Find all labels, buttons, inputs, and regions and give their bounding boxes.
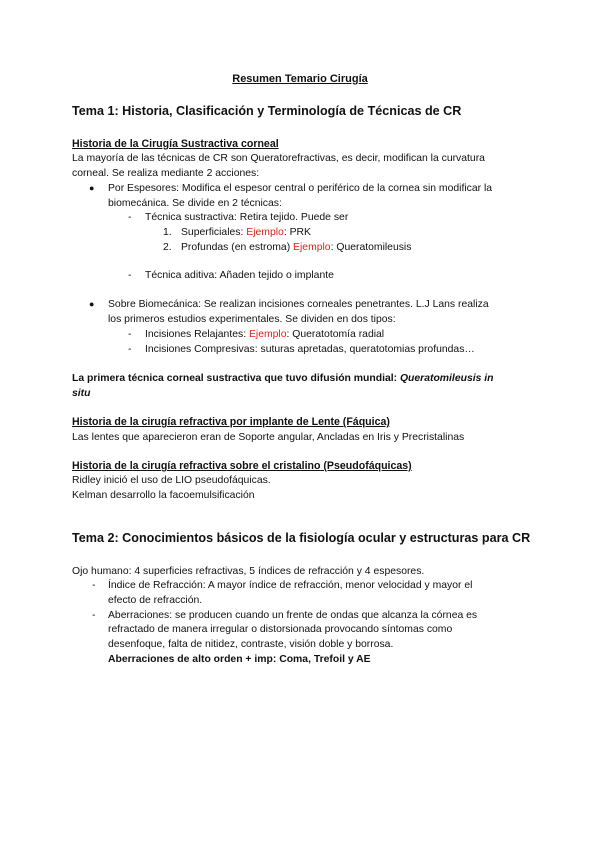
dash-marker: - <box>128 329 132 340</box>
bullet-dot: ● <box>89 299 95 309</box>
section-pseudofaquica-heading: Historia de la cirugía refractiva sobre el cristalino (Pseudofáquicas) <box>72 460 412 472</box>
num1-text: Superficiales: <box>181 227 247 238</box>
item1-line-2: efecto de refracción. <box>108 595 203 606</box>
section-sustractiva-heading: Historia de la Cirugía Sustractiva corneal <box>72 138 279 150</box>
bullet1-line-1: Por Espesores: Modifica el espesor central o periférico de la cornea sin modificar la <box>108 183 493 194</box>
num2-text: Profundas (en estroma) <box>181 242 294 253</box>
tema2-heading: Tema 2: Conocimientos básicos de la fisiología ocular y estructuras para CR <box>72 531 531 545</box>
dash-marker: - <box>128 270 132 281</box>
tema1-heading: Tema 1: Historia, Clasificación y Terminología de Técnicas de CR <box>72 104 462 118</box>
num1-rest: : PRK <box>283 227 311 238</box>
sub3-rest: : Queratotomía radial <box>286 329 385 340</box>
sub-relajantes <box>145 327 384 342</box>
num1-label: 1. <box>163 227 172 238</box>
pseudofaquica-line-2: Kelman desarrollo la facoemulsificación <box>72 490 255 501</box>
faquica-text: Las lentes que aparecieron eran de Soporte angular, Ancladas en Iris y Precristalinas <box>72 432 465 443</box>
section-faquica-heading: Historia de la cirugía refractiva por implante de Lente (Fáquica) <box>72 416 390 428</box>
dash-marker: - <box>128 212 132 223</box>
first-technique-text: La primera técnica corneal sustractiva que tuvo difusión mundial: <box>72 373 400 384</box>
item2-line-3: desenfoque, falta de nitidez, contraste, visión doble y borrosa. <box>108 639 394 650</box>
bullet2-line-2: los primeros estudios experimentales. Se dividen en dos tipos: <box>108 314 396 325</box>
intro-line-2: corneal. Se realiza mediante 2 acciones: <box>72 168 260 179</box>
intro-line-1: La mayoría de las técnicas de CR son Queratorefractivas, es decir, modifican la curvatura <box>72 153 485 164</box>
first-technique-emphasis: Queratomileusis in <box>399 373 494 384</box>
item2-line-1: Aberraciones: se producen cuando un frente de ondas que alcanza la córnea es <box>108 610 478 621</box>
sub3-text: Incisiones Relajantes: <box>145 329 249 340</box>
num1-line <box>181 225 311 240</box>
sub-compresivas: Incisiones Compresivas: suturas apretadas, queratotomias profundas… <box>145 344 475 355</box>
item2-bold-line: Aberraciones de alto orden + imp: Coma, Trefoil y AE <box>108 654 371 665</box>
num2-line <box>181 240 411 255</box>
num2-example: Ejemplo <box>293 242 331 253</box>
item2-line-2: refractado de manera irregular o distorsionada provocando síntomas como <box>108 624 453 635</box>
document-title: Resumen Temario Cirugía <box>232 73 368 85</box>
tema2-intro: Ojo humano: 4 superficies refractivas, 5 índices de refracción y 4 espesores. <box>72 566 425 577</box>
bullet1-line-2: biomecánica. Se divide en 2 técnicas: <box>108 198 282 209</box>
first-technique-line-1 <box>72 371 494 386</box>
bullet-dot: ● <box>89 183 95 193</box>
item1-line-1: Índice de Refracción: A mayor índice de refracción, menor velocidad y mayor el <box>108 580 473 591</box>
dash-marker: - <box>92 610 96 621</box>
first-technique-line-2: situ <box>72 388 91 399</box>
dash-marker: - <box>92 580 96 591</box>
dash-marker: - <box>128 344 132 355</box>
sub-sustractiva: Técnica sustractiva: Retira tejido. Puede ser <box>145 212 349 223</box>
pseudofaquica-line-1: Ridley inició el uso de LIO pseudofáquicas. <box>72 475 271 486</box>
num2-rest: : Queratomileusis <box>330 242 412 253</box>
num2-label: 2. <box>163 242 172 253</box>
num1-example: Ejemplo <box>246 227 284 238</box>
bullet2-line-1: Sobre Biomecánica: Se realizan incisiones corneales penetrantes. L.J Lans realiza <box>108 299 489 310</box>
sub-aditiva: Técnica aditiva: Añaden tejido o implante <box>145 270 334 281</box>
sub3-example: Ejemplo <box>248 329 287 340</box>
